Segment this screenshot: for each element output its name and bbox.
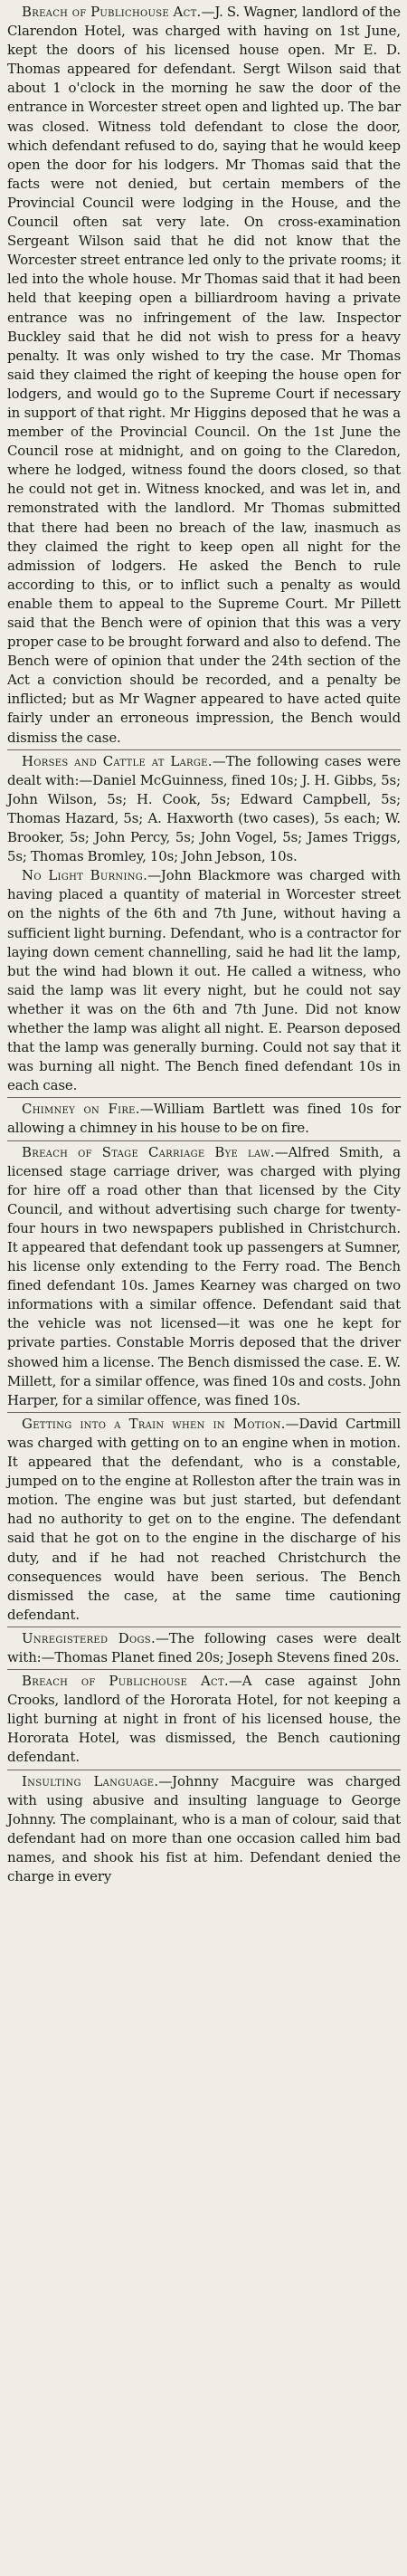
article-paragraph-insulting-language	[7, 1772, 401, 1887]
article-paragraph-publichouse-wagner	[7, 3, 401, 748]
paragraph-body: —A case against John Crooks, landlord of the Hororata Hotel, for not keeping a light burning at night in front of his licensed house, the Hororata Hotel, was dismissed, the Bench cautioning defendant.	[7, 1673, 401, 1766]
paragraph-body: —The following cases were dealt with:—Thomas Planet fined 20s; Joseph Stevens fined 20s.	[7, 1629, 401, 1665]
section-heading: Getting into a Train when in Motion.	[22, 1415, 286, 1432]
section-heading: Chimney on Fire.	[22, 1101, 140, 1118]
article-paragraph-chimney	[7, 1100, 401, 1138]
section-heading: Unregistered Dogs.	[22, 1629, 156, 1646]
article-paragraph-publichouse-crooks	[7, 1672, 401, 1767]
article-paragraph-no-light	[7, 866, 401, 1095]
section-heading: Breach of Publichouse Act.	[22, 1673, 229, 1690]
paragraph-body: —Alfred Smith, a licensed stage carriage driver, was charged with plying for hire off a road other than that licensed by the City Council, and without advertising such charge for twenty-four hours in two newspapers published in Christchurch. It appeared that defendant took up passengers at Sumner, his license only extending to the Ferry road. The Bench fined defendant 10s. James Kearney was charged on two informations with a similar offence. Defendant said that the vehicle was not licensed—it was one he kept for private parties. Constable Morris deposed that the driver showed him a license. The Bench dismissed the case. E. W. Millett, for a similar offence, was fined 10s and costs. John Harper, for a similar offence, was fined 10s.	[7, 1143, 401, 1408]
column-rule	[7, 1097, 401, 1098]
section-heading: Breach of Publichouse Act.	[22, 4, 202, 20]
article-paragraph-train-motion	[7, 1415, 401, 1625]
column-rule	[7, 1140, 401, 1141]
paragraph-body: —Johnny Macguire was charged with using abusive and insulting language to George Johnny. The complainant, who is a man of colour, said that defendant had on more than one occasion called him bad names, and shook his fist at him. Defendant denied the charge in every	[7, 1772, 401, 1884]
article-paragraph-stage-carriage	[7, 1143, 401, 1410]
column-rule	[7, 1669, 401, 1670]
article-paragraph-horses-cattle	[7, 752, 401, 867]
section-heading: No Light Burning.	[22, 867, 148, 884]
column-rule	[7, 1412, 401, 1413]
paragraph-body: —William Bartlett was fined 10s for allowing a chimney in his house to be on fire.	[7, 1101, 401, 1137]
column-rule	[7, 749, 401, 750]
paragraph-body: —J. S. Wagner, landlord of the Clarendon Hotel, was charged with having on 1st June, kept the doors of his licensed house open. Mr E. D. Thomas appeared for defendant. Sergt Wilson said that about 1 o'clock in the morning he saw the door of the entrance in Worcester street open and lighted up. The bar was closed. Witness told defendant to close the door, which defendant refused to do, saying that he would keep open the door for his lodgers. Mr Thomas said that the facts were not denied, but certain members of the Provincial Council were lodging in the House, and the Council often sat very late. On cross-examination Sergeant Wilson said that he did not know that the Worcester street entrance led only to the private rooms; it led into the whole house. Mr Thomas said that it had been held that keeping open a billiardroom having a private entrance was no infringement of the law. Inspector Buckley said that he did not wish to press for a heavy penalty. It was only wished to try the case. Mr Thomas said they claimed the right of keeping the house open for lodgers, and would go to the Supreme Court if necessary in support of that right. Mr Higgins deposed that he was a member of the Provincial Council. On the 1st June the Council rose at midnight, and on going to the Claredon, where he lodged, witness found the doors closed, so that he could not get in. Witness knocked, and was let in, and remonstrated with the landlord. Mr Thomas submitted that there had been no breach of the law, inasmuch as they claimed the right to keep open all night for the admission of lodgers. He asked the Bench to rule according to this, or to inflict such a penalty as would enable them to appeal to the Supreme Court. Mr Pillett said that the Bench were of opinion that this was a very proper case to be brought forward and also to defend. The Bench were of opinion that under the 24th section of the Act a conviction should be recorded, and a penalty be inflicted; but as Mr Wagner appeared to have acted quite fairly under an erroneous impression, the Bench would dismiss the case.	[7, 4, 401, 746]
paragraph-body: —David Cartmill was charged with getting on to an engine when in motion. It appeared that the defendant, who is a constable, jumped on to the engine at Rolleston after the train was in motion. The engine was but just started, but defendant had no authority to get on to the engine. The defendant said that he got on to the engine in the discharge of his duty, and if he had not reached Christchurch the consequences would have been serious. The Bench dismissed the case, at the same time cautioning defendant.	[7, 1415, 401, 1623]
article-paragraph-dogs	[7, 1629, 401, 1667]
paragraph-body: —The following cases were dealt with:—Daniel McGuinness, fined 10s; J. H. Gibbs, 5s; John Wilson, 5s; H. Cook, 5s; Edward Campbell, 5s; Thomas Hazard, 5s; A. Haxworth (two cases), 5s each; W. Brooker, 5s; John Percy, 5s; John Vogel, 5s; James Triggs, 5s; Thomas Bromley, 10s; John Jebson, 10s.	[7, 752, 402, 865]
section-heading: Breach of Stage Carriage Bye law.	[22, 1143, 275, 1160]
section-heading: Horses and Cattle at Large.	[22, 752, 213, 769]
section-heading: Insulting Language.	[22, 1772, 159, 1789]
paragraph-body: —John Blackmore was charged with having placed a quantity of material in Worcester street on the nights of the 6th and 7th June, without having a sufficient light burning. Defendant, who is a contractor for laying down cement channelling, said he had lit the lamp, but the wind had blown it out. He called a witness, who said the lamp was lit every night, but he could not say whether it was on the 6th and 7th June. Did not know whether the lamp was alight all night. E. Pearson deposed that the lamp was generally burning. Could not say that it was burning all night. The Bench fined defendant 10s in each case.	[7, 867, 401, 1094]
